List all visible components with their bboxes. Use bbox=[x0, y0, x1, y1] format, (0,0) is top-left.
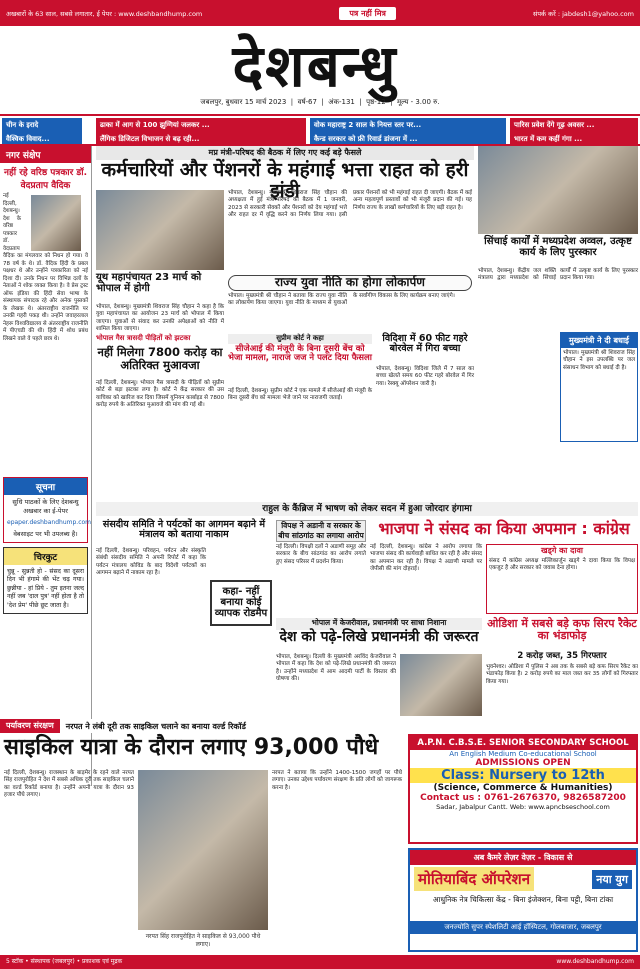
cabinet-photo bbox=[96, 190, 224, 270]
top-strip-left: अखबारों के 63 साल, सबसे लगातार, ई पेपर : www.deshbandhump.com bbox=[6, 9, 203, 18]
school-phone: Contact us : 0761-2676370, 9826587200 bbox=[420, 793, 626, 803]
kejriwal-body: भोपाल, देशबन्धु। दिल्ली के मुख्यमंत्री अरविंद केजरीवाल ने भोपाल में कहा कि देश को पढ़े-लिखे प्रधानमंत्री की जरूरत है। उन्होंने मध्यप्रदेश में आम आदमी पार्टी के विस्तार की घोषणा की। bbox=[276, 654, 396, 683]
cycle-body-2: नरपत ने बताया कि उन्होंने 1400-1500 जगहों पर पौधे लगाए। उनका उद्देश्य पर्यावरण संरक्षण के प्रति लोगों को जागरूक करना है। bbox=[272, 770, 402, 791]
school-classes: Class: Nursery to 12th bbox=[410, 768, 636, 783]
obituary-photo bbox=[31, 195, 81, 251]
kejriwal-photo bbox=[400, 654, 482, 716]
contact-email[interactable]: संपर्क करें : jabdesh1@yahoo.com bbox=[532, 9, 634, 18]
cm-congrats-head: मुख्यमंत्री ने दी बधाई bbox=[561, 333, 637, 348]
epaper-link[interactable]: epaper.deshbandhump.com bbox=[7, 519, 92, 526]
teaser-1[interactable]: चीन के इरादे वैश्विक विवाद... bbox=[2, 118, 82, 144]
kharge-body: संसद में कांग्रेस अध्यक्ष मल्लिकार्जुन खड्गे ने दावा किया कि विपक्ष एकजुट है और सरकार को जवाब देना होगा। bbox=[489, 558, 635, 572]
notice-box bbox=[3, 477, 92, 543]
eye-hospital-ad[interactable] bbox=[408, 848, 638, 952]
award-photo bbox=[478, 146, 638, 234]
tourism-body: नई दिल्ली, देशबन्धु। परिवहन, पर्यटन और संस्कृति संबंधी संसदीय समिति ने अपनी रिपोर्ट में कहा कि पर्यटन मंत्रालय कोविड के बाद विदेशी पर्यटकों का आगमन बढ़ाने में नाकाम रहा है। bbox=[96, 548, 206, 577]
pages: पृष्ठ-12 bbox=[366, 98, 386, 106]
kejriwal-headline[interactable]: देश को पढ़े-लिखे प्रधानमंत्री की जरूरत bbox=[279, 629, 479, 645]
sidebar-heading: नगर संक्षेप bbox=[0, 146, 91, 163]
irrigation-body: भोपाल, देशबन्धु। केंद्रीय जल शक्ति मंत्रालय द्वारा मध्यप्रदेश को सिंचाई कार्यों में उत्कृष्ट कार्य के लिए पुरस्कार प्रदान किया गया। bbox=[478, 268, 638, 282]
cm-congrats-box bbox=[560, 332, 638, 442]
tourism-headline[interactable]: संसदीय समिति ने पर्यटकों का आगमन बढ़ाने में मंत्रालय को बताया नाकाम bbox=[102, 519, 266, 541]
borewell-headline[interactable]: विदिशा में 60 फीट गहरे बोरवेल में गिरा बच्चा bbox=[382, 333, 468, 355]
school-name: A.P.N. C.B.S.E. SENIOR SECONDARY SCHOOL bbox=[410, 736, 636, 750]
borewell-body: भोपाल, देशबन्धु। विदिशा जिले में 7 साल का बच्चा खेलते समय 60 फीट गहरे बोरवेल में गिर गया। रेस्क्यू ऑपरेशन जारी है। bbox=[376, 366, 474, 387]
admissions-open: ADMISSIONS OPEN bbox=[475, 758, 571, 768]
notice-heading: सूचना bbox=[4, 478, 87, 495]
teaser-strip bbox=[0, 114, 640, 146]
cm-congrats-body: भोपाल। मुख्यमंत्री श्री शिवराज सिंह चौहान ने इस उपलब्धि पर जल संसाधन विभाग को बधाई दी है। bbox=[563, 350, 635, 371]
notice-tail: वेबसाइट पर भी उपलब्ध है। bbox=[13, 529, 78, 538]
gas-body: नई दिल्ली, देशबन्धु। भोपाल गैस त्रासदी के पीड़ितों को सुप्रीम कोर्ट से बड़ा झटका लगा है। कोर्ट ने केंद्र सरकार की उस याचिका को खारिज कर दिया जिसमें यूनियन कार्बाइड से 7800 करोड़ रुपये के अतिरिक्त मुआवजे की मांग की गई थी। bbox=[96, 380, 224, 409]
gas-kicker: भोपाल गैस त्रासदी पीड़ितों को झटका bbox=[96, 334, 191, 342]
gas-headline[interactable]: नहीं मिलेगा 7800 करोड़ का अतिरिक्त मुआवजा bbox=[97, 345, 223, 372]
chirkut-body: चुन्नू - सुन्नती हो - संसद का दूसरा दिन भी हंगामे की भेंट चढ़ गया। छुन्नीया - हां प्रिये - तुम इतना जल्द नहीं जब 'दाल पुत्र' नहीं होता है तो 'देश प्रेम' पीछे छूट जाता है। bbox=[7, 567, 84, 609]
hospital-top: अब कैमरे लेज़र वेज़र - विकास से bbox=[410, 850, 636, 865]
tourism-callout: कहा- नहीं बनाया कोई व्यापक रोडमैप bbox=[210, 580, 272, 626]
odisha-sub: 2 करोड़ जब्त, 35 गिरफ्तार bbox=[517, 651, 607, 661]
sc-kicker: सुप्रीम कोर्ट ने कहा bbox=[228, 334, 372, 344]
odisha-body: भुवनेश्वर। ओडिशा में पुलिस ने अब तक के सबसे बड़े कफ सिरप रैकेट का भंडाफोड़ किया है। 2 करोड़ रुपये का माल जब्त कर 35 लोगों को गिरफ्तार किया गया। bbox=[486, 664, 638, 685]
lead-kicker: मप्र मंत्री-परिषद की बैठक में लिए गए कई बड़े फैसले bbox=[96, 146, 474, 160]
hospital-footer: जनज्योति सुपर स्पेशलिटी आई हॉस्पिटल, गोलबाजार, जबलपुर bbox=[410, 921, 636, 934]
cyclist-caption: नरपत सिंह राजपुरोहित ने साइकिल से 93,000 पौधे लगाए। bbox=[145, 933, 261, 948]
kejriwal-kicker: भोपाल में केजरीवाल, प्रधानमंत्री पर साधा निशाना bbox=[276, 618, 482, 630]
congress-body: नई दिल्ली, देशबन्धु। कांग्रेस ने आरोप लगाया कि भाजपा संसद की कार्यवाही बाधित कर रही है और संसद का अपमान कर रही है। विपक्ष ने अडाणी मामले पर जेपीसी की मांग दोहराई। bbox=[370, 544, 482, 573]
issue: अंक-131 bbox=[328, 98, 355, 106]
hospital-body: आधुनिक नेत्र चिकित्सा केंद्र - बिना इंजेक्शन, बिना पट्टी, बिना टांका bbox=[432, 895, 614, 904]
youth-policy-head[interactable]: राज्य युवा नीति का होगा लोकार्पण bbox=[228, 275, 472, 291]
cycle-kicker: नरपत ने लंबी दूरी तक साइकिल चलाने का बनाया वर्ल्ड रिकॉर्ड bbox=[65, 721, 246, 731]
obituary-title[interactable]: नहीं रहे वरिष्ठ पत्रकार डॉ. वेदप्रताप वैदिक bbox=[4, 168, 87, 191]
school-address: Sadar, Jabalpur Cantt. Web: www.apncbseschool.com bbox=[436, 803, 610, 811]
cycle-body: नई दिल्ली, देशबन्धु। राजस्थान के बाड़मेर के रहने वाले नरपत सिंह राजपुरोहित ने देश में सबसे अधिक दूरी तक साइकिल चलाने का वर्ल्ड रिकॉर्ड बनाया है। उन्होंने अपनी यात्रा के दौरान 93 हजार पौधे लगाए। bbox=[4, 770, 134, 799]
cyclist-photo bbox=[138, 770, 268, 930]
imprint: 5 स्टॉक • संस्थापक (जबलपुर) • प्रकाशक एवं मुद्रक bbox=[6, 958, 123, 965]
youth-mahapanchayat-head[interactable]: यूथ महापंचायत 23 मार्च को भोपाल में होगी bbox=[96, 272, 202, 294]
teaser-2[interactable]: ढाका में आग से 100 झुग्गियां जलकर ... लैंगिक डिजिटल विभाजन से बढ़ रही... bbox=[96, 118, 306, 144]
left-sidebar bbox=[0, 146, 92, 786]
naya-yug: नया युग bbox=[592, 870, 632, 889]
newspaper-logo: देशबन्धु bbox=[232, 32, 398, 100]
lead-body: भोपाल, देशबन्धु। मुख्यमंत्री शिवराज सिंह चौहान की अध्यक्षता में हुई मंत्री-परिषद की बैठक में 1 जनवरी, 2023 से सरकारी सेवकों और पेंशनरों को देय महंगाई भत्ते और राहत दर में वृद्धि करने का निर्णय लिया गया। इसी प्रकार पेंशनरों को भी महंगाई राहत दी जाएगी। बैठक में कई अन्य महत्वपूर्ण प्रस्तावों को भी मंजूरी प्रदान की गई। यह निर्णय राज्य के लाखों कर्मचारियों के लिए बड़ी राहत है। bbox=[228, 190, 472, 219]
year: वर्ष-67 bbox=[297, 98, 317, 106]
cataract-operation: मोतियाबिंद ऑपरेशन bbox=[414, 867, 534, 891]
school-sub: An English Medium Co-educational School bbox=[449, 750, 597, 758]
opposition-body: नई दिल्ली। विपक्षी दलों ने अडाणी समूह और सरकार के बीच सांठगांठ का आरोप लगाते हुए संसद परिसर में प्रदर्शन किया। bbox=[276, 544, 366, 565]
school-streams: (Science, Commerce & Humanities) bbox=[433, 783, 613, 793]
rahul-kicker: राहुल के कैंब्रिज में भाषण को लेकर सदन में हुआ जोरदार हंगामा bbox=[96, 502, 638, 516]
school-ad[interactable] bbox=[408, 734, 638, 844]
price: मूल्य - 3.00 रु. bbox=[396, 98, 440, 106]
tagline: पत्र नहीं मित्र bbox=[339, 7, 396, 20]
date-city: जबलपुर, बुधवार 15 मार्च 2023 bbox=[200, 98, 287, 106]
notice-body: सुधि पाठकों के लिए देशबन्धु अखबार का ई-पेपर bbox=[12, 498, 79, 515]
odisha-headline[interactable]: ओडिशा में सबसे बड़े कफ सिरप रैकेट का भंडाफोड़ bbox=[487, 617, 637, 643]
kharge-box bbox=[486, 544, 638, 614]
dateline: जबलपुर, बुधवार 15 मार्च 2023 | वर्ष-67 | अंक-131 | पृष्ठ-12 | मूल्य - 3.00 रु. bbox=[200, 98, 440, 106]
congress-headline[interactable]: भाजपा ने संसद का किया अपमान : कांग्रेस bbox=[378, 519, 630, 538]
youth-policy-body: भोपाल। मुख्यमंत्री श्री चौहान ने बताया कि राज्य युवा नीति का लोकार्पण किया जाएगा। युवा नीति के माध्यम से युवाओं के सर्वांगीण विकास के लिए कार्यक्रम बनाए जाएंगे। bbox=[228, 293, 455, 307]
top-strip bbox=[0, 0, 640, 26]
teaser-4[interactable]: पारिस प्रवेश देंगे गूढ़ अवसर ... भारत में कम कहीं गंगा ... bbox=[510, 118, 638, 144]
kharge-head: खड्गे का दावा bbox=[541, 546, 583, 555]
youth-mahapanchayat-body: भोपाल, देशबन्धु। मुख्यमंत्री शिवराज सिंह चौहान ने कहा है कि युवा महापंचायत का आयोजन 23 मार्च को भोपाल में किया जाएगा। युवाओं से संवाद कर उनकी अपेक्षाओं को नीति में शामिल किया जाएगा। bbox=[96, 304, 224, 333]
cycle-headline[interactable]: साइकिल यात्रा के दौरान लगाए 93,000 पौधे bbox=[4, 735, 379, 760]
lead-headline[interactable]: कर्मचारियों और पेंशनरों के महंगाई भत्ता राहत को हरी झंडी bbox=[101, 159, 469, 202]
irrigation-headline[interactable]: सिंचाई कार्यों में मध्यप्रदेश अव्वल, उत्कृष्ट कार्य के लिए पुरस्कार bbox=[484, 236, 632, 258]
opposition-kicker: विपक्ष ने अडानी व सरकार के बीच सांठगांठ का लगाया आरोप bbox=[276, 520, 366, 542]
sc-body: नई दिल्ली, देशबन्धु। सुप्रीम कोर्ट ने एक मामले में सीजेआई की मंजूरी के बिना दूसरी बेंच को मामला भेजे जाने पर नाराजगी जताई। bbox=[228, 388, 372, 402]
chirkut-heading: चिरकुट bbox=[4, 548, 87, 565]
teaser-3[interactable]: वोक महाराष्ट्र 2 साल के नियत्त स्तर पर... कैन्ड सरकार को फ्री रिवार्ड डांजना में ... bbox=[310, 118, 506, 144]
environment-tag: पर्यावरण संरक्षण bbox=[0, 719, 60, 733]
chirkut-box bbox=[3, 547, 88, 615]
obituary-body: नई दिल्ली, देशबन्धु। देश के वरिष्ठ पत्रकार डॉ. वेदप्रताप वैदिक का मंगलवार को निधन हो गया। वे 78 वर्ष के थे। डॉ. वैदिक हिंदी के प्रबल पक्षधर थे और उन्होंने पत्रकारिता को नई दिशा दी। उनके निधन पर विभिन्न दलों के नेताओं ने शोक व्यक्त किया है। वे प्रेस ट्रस्ट ऑफ इंडिया की हिंदी सेवा भाषा के संस्थापक संपादक रहे और अनेक पुस्तकों के लेखक थे। अंतरराष्ट्रीय राजनीति पर उनकी गहरी पकड़ थी। उन्होंने जवाहरलाल नेहरू विश्वविद्यालय से अंतरराष्ट्रीय राजनीति में पीएचडी की थी। हिंदी में शोध प्रबंध लिखने वाले वे पहले छात्र थे। bbox=[3, 193, 89, 342]
sc-headline[interactable]: सीजेआई की मंजूरी के बिना दूसरी बेंच को भेजा मामला, नाराज जज ने पलट दिया फैसला bbox=[228, 344, 372, 364]
bottom-strip bbox=[0, 955, 640, 969]
website-link[interactable]: www.deshbandhump.com bbox=[556, 958, 634, 965]
environment-bar bbox=[0, 719, 640, 733]
